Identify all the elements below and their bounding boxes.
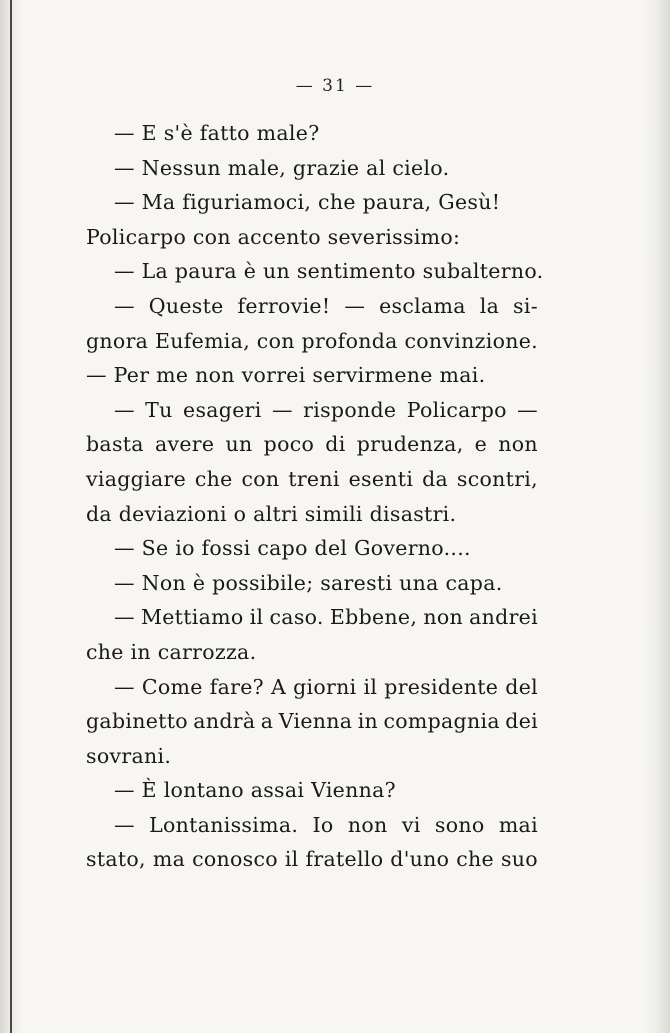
text-line: Policarpo con accento severissimo:	[86, 224, 461, 249]
text-line: — La paura è un sentimento subalterno.	[114, 259, 544, 284]
page-right-edge	[644, 0, 670, 1033]
text-line: — Tu esageri — risponde Policarpo —	[114, 397, 538, 422]
body-text	[86, 116, 544, 877]
text-line: viaggiare che con treni esenti da scontri,	[86, 466, 538, 491]
binding-edge-line	[10, 0, 12, 1033]
text-line: — Ma figuriamoci, che paura, Gesù!	[114, 190, 501, 215]
text-line: gnora Eufemia, con profonda convinzione.	[86, 328, 538, 353]
text-line: — È lontano assai Vienna?	[114, 778, 396, 803]
text-line: — Nessun male, grazie al cielo.	[114, 155, 450, 180]
text-line: — Se io fossi capo del Governo....	[114, 536, 471, 561]
text-line: — E s'è fatto male?	[114, 121, 320, 145]
text-line: — Non è possibile; saresti una capa.	[114, 570, 503, 595]
text-line: stato, ma conosco il fratello d'uno che suo	[86, 847, 538, 872]
text-line: — Come fare? A giorni il presidente del	[114, 674, 538, 699]
text-line: — Lontanissima. Io non vi sono mai	[114, 812, 538, 837]
text-line: — Mettiamo il caso. Ebbene, non andrei	[114, 605, 538, 630]
page-number: — 31 —	[295, 76, 375, 96]
text-line: sovrani.	[86, 743, 172, 768]
text-line: da deviazioni o altri simili disastri.	[86, 501, 457, 526]
text-line: basta avere un poco di prudenza, e non	[86, 432, 538, 457]
binding-gutter	[0, 0, 24, 1033]
text-line: — Per me non vorrei servirmene mai.	[86, 363, 486, 388]
text-line: che in carrozza.	[86, 639, 257, 664]
text-line: gabinetto andrà a Vienna in compagnia dei	[86, 709, 538, 734]
text-line: — Queste ferrovie! — esclama la si-	[114, 293, 538, 318]
